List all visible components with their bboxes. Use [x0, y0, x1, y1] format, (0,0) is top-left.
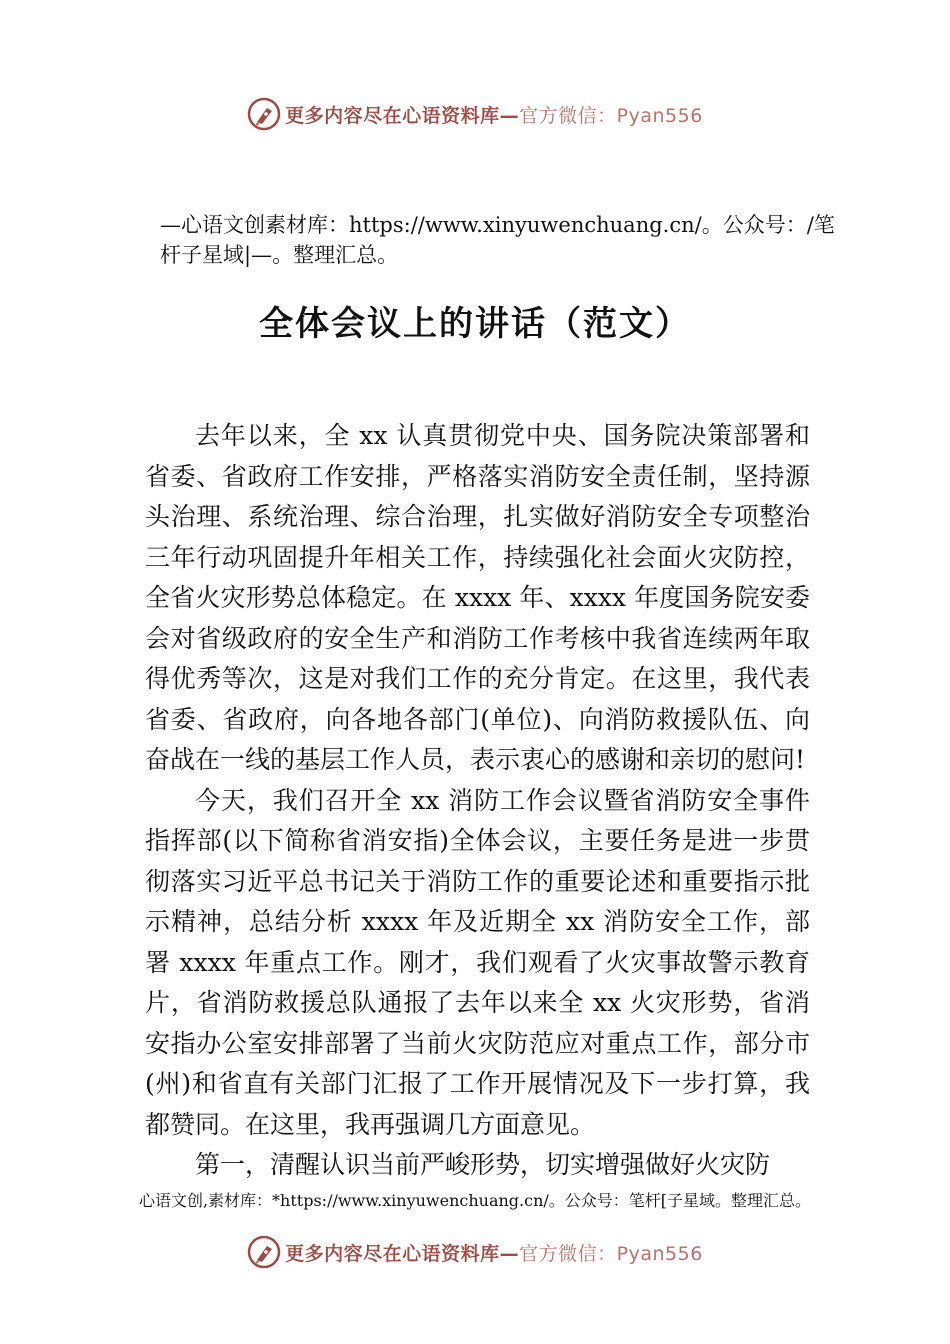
top-banner [0, 94, 950, 134]
banner-text [285, 101, 703, 128]
banner-wechat-text: 官方微信：Pyan556 [519, 1242, 703, 1265]
pen-nib-logo-icon [247, 97, 281, 131]
banner-wechat-text: 官方微信：Pyan556 [519, 104, 703, 127]
bottom-banner [0, 1232, 950, 1272]
pen-nib-logo-icon [247, 1235, 281, 1269]
document-title: 全体会议上的讲话（范文） [259, 304, 691, 344]
paragraph: 今天，我们召开全 xx 消防工作会议暨省消防安全事件指挥部(以下简称省消安指)全体会议，主要任务是进一步贯彻落实习近平总书记关于消防工作的重要论述和重要指示批示精神，总结分析 xxxx 年及近期全 xx 消防安全工作，部署 xxxx 年重点工作。刚才，我们观看了火灾事故警示教育片，省消防救援总队通报了去年以来全 xx 火灾形势，省消安指办公室安排部署了当前火灾防范应对重点工作，部分市(州)和省直有关部门汇报了工作开展情况及下一步打算，我都赞同。在这里，我再强调几方面意见。 [145, 785, 810, 1139]
source-note: —心语文创素材库：https://www.xinyuwenchuang.cn/。公众号：/笔杆子星域|—。整理汇总。 [160, 213, 835, 267]
paragraph: 第一，清醒认识当前严峻形势，切实增强做好火灾防 [195, 1150, 771, 1179]
banner-main-text: 更多内容尽在心语资料库— [285, 104, 520, 127]
banner-main-text: 更多内容尽在心语资料库— [285, 1242, 520, 1265]
paragraph: 去年以来，全 xx 认真贯彻党中央、国务院决策部署和省委、省政府工作安排，严格落实消防安全责任制，坚持源头治理、系统治理、综合治理，扎实做好消防安全专项整治三年行动巩固提升年相关工作，持续强化社会面火灾防控，全省火灾形势总体稳定。在 xxxx 年、xxxx 年度国务院安委会对省级政府的安全生产和消防工作考核中我省连续两年取得优秀等次，这是对我们工作的充分肯定。在这里，我代表省委、省政府，向各地各部门(单位)、向消防救援队伍、向奋战在一线的基层工作人员，表示衷心的感谢和亲切的慰问! [145, 421, 810, 774]
document-body [145, 416, 810, 1186]
banner-text [285, 1239, 703, 1266]
footer-note: 心语文创,素材库：*https://www.xinyuwenchuang.cn/。公众号：笔杆[子星域。整理汇总。 [138, 1191, 812, 1210]
